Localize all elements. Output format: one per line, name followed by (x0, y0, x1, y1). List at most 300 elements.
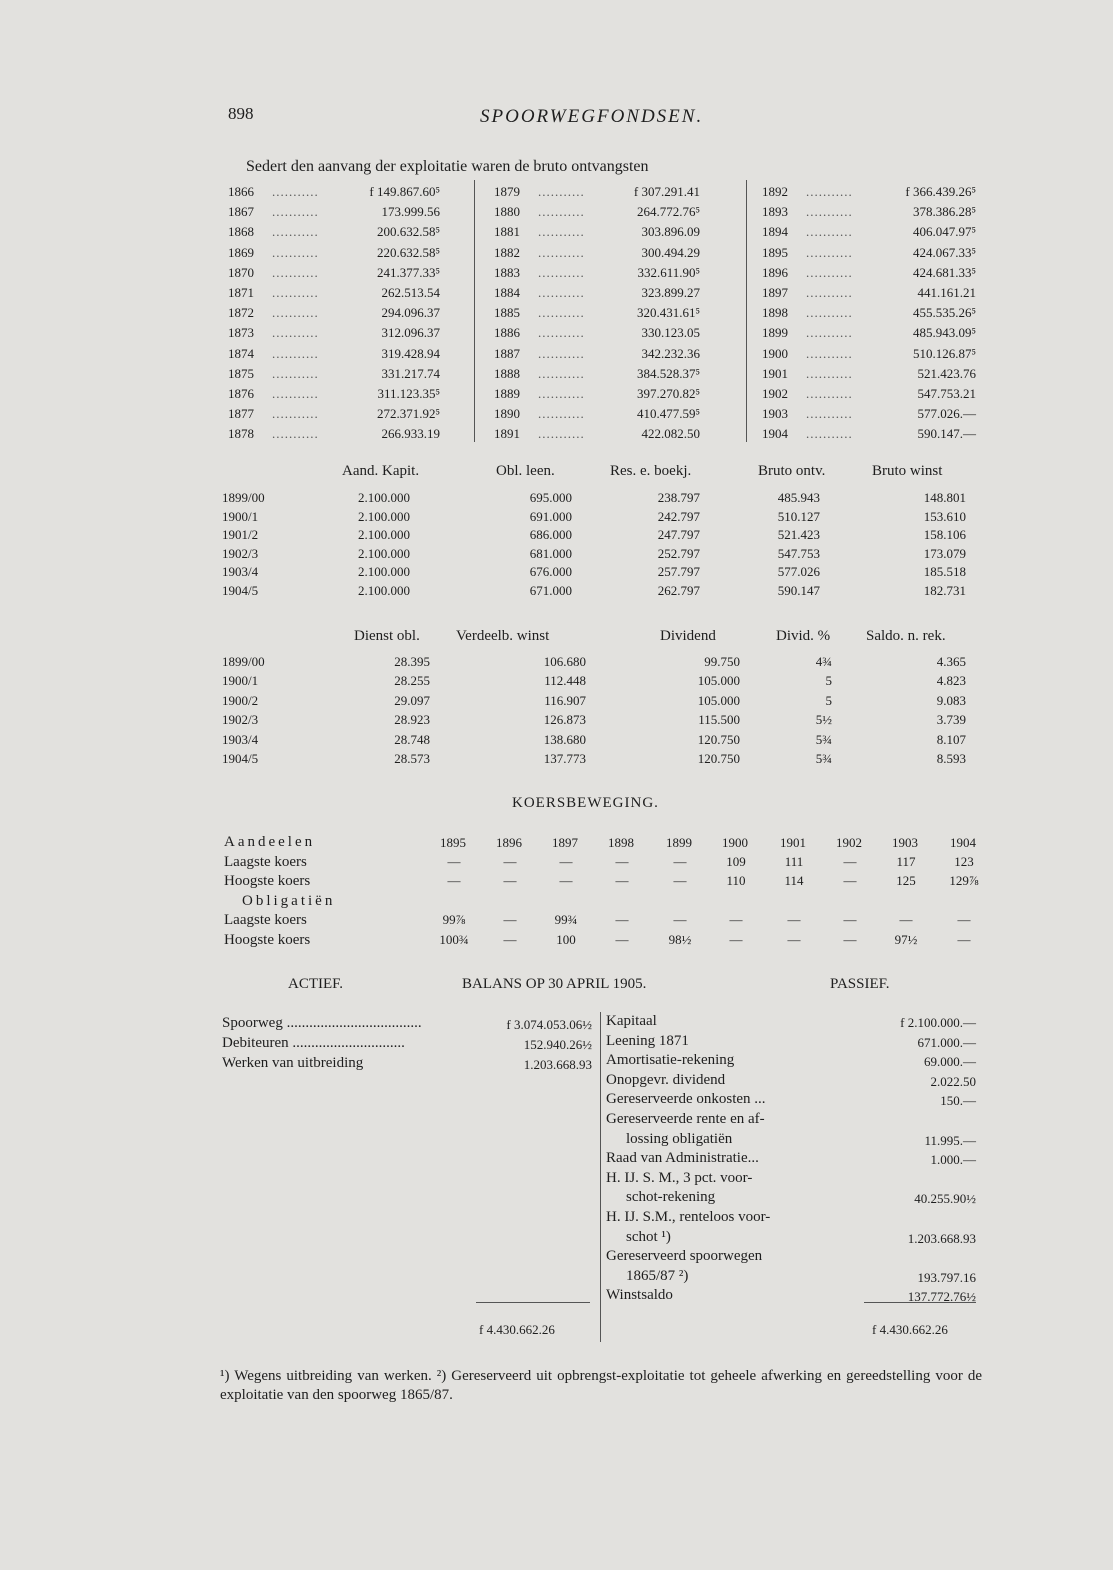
leader-dots: ........... (806, 305, 853, 321)
leader-dots: ........... (806, 426, 853, 442)
leader-dots: ........... (806, 325, 853, 341)
passief-value: 40.255.90½ (914, 1191, 976, 1207)
capital-cell: 2.100.000 (358, 564, 410, 580)
receipt-year: 1897 (762, 285, 788, 300)
receipt-year: 1889 (494, 386, 520, 401)
koers-cell: — (615, 932, 629, 947)
leader-dots: ........... (272, 305, 319, 321)
koers-year: 1896 (496, 835, 522, 850)
row-label: 1900/2 (222, 692, 259, 708)
column-divider (746, 180, 747, 442)
leader-dots: ........... (538, 365, 585, 381)
capital-cell: 695.000 (529, 490, 572, 505)
dividend-header: Dienst obl. (354, 628, 420, 644)
receipt-value: 384.528.37⁵ (636, 365, 700, 381)
koers-cell: — (899, 912, 913, 928)
dividend-cell: 106.680 (543, 654, 586, 669)
koers-cell: — (559, 853, 573, 869)
receipt-year: 1898 (762, 305, 788, 321)
dividend-cell: 8.593 (936, 751, 966, 766)
koers-cell: — (729, 932, 743, 947)
koers-row-label: Aandeelen (224, 834, 316, 850)
column-divider (474, 180, 475, 442)
row-label: 1902/3 (222, 712, 259, 728)
row-label: 1901/2 (222, 527, 259, 543)
passief-value: 69.000.— (924, 1054, 976, 1070)
receipt-value: 485.943.09⁵ (912, 325, 976, 341)
passief-label: H. IJ. S. M., 3 pct. voor- (606, 1169, 753, 1186)
koers-cell: — (957, 932, 971, 947)
koers-cell: — (615, 873, 629, 889)
dividend-cell: 115.500 (698, 712, 740, 728)
dividend-header: Dividend (660, 628, 716, 644)
leader-dots: ........... (538, 204, 585, 220)
leader-dots: ........... (538, 184, 585, 199)
capital-cell: 521.423 (777, 527, 820, 543)
koers-row-label: Laagste koers (224, 912, 307, 929)
receipt-value: 266.933.19 (381, 426, 440, 442)
capital-cell: 182.731 (923, 583, 966, 598)
actief-total-rule (476, 1302, 590, 1303)
leader-dots: ........... (272, 325, 319, 341)
capital-cell: 173.079 (923, 545, 966, 561)
receipt-value: 547.753.21 (917, 386, 976, 401)
passief-label: Raad van Administratie... (606, 1150, 759, 1167)
capital-cell: 158.106 (923, 527, 966, 543)
passief-label: Onopgevr. dividend (606, 1071, 726, 1088)
koers-cell: 100 (556, 932, 576, 947)
capital-cell: 242.797 (657, 508, 700, 524)
passief-label: H. IJ. S.M., renteloos voor- (606, 1209, 771, 1225)
actief-value: f 3.074.053.06½ (506, 1017, 592, 1032)
receipt-value: 264.772.76⁵ (636, 204, 700, 220)
koers-row-label: Obligatiën (242, 892, 336, 909)
dividend-cell: 28.748 (394, 731, 430, 747)
receipt-value: 319.428.94 (381, 345, 440, 361)
receipt-year: 1870 (228, 264, 254, 280)
receipt-year: 1893 (762, 204, 788, 220)
koers-cell: 117 (896, 853, 916, 869)
capital-cell: 2.100.000 (358, 508, 410, 524)
receipt-value: 378.386.28⁵ (912, 204, 976, 220)
receipt-value: 332.611.90⁵ (637, 264, 700, 280)
leader-dots: ........... (538, 264, 585, 280)
receipt-value: 303.896.09 (641, 224, 700, 240)
actief-label: Spoorweg .................................... (222, 1015, 422, 1031)
receipt-year: 1871 (228, 285, 254, 300)
receipt-value: 577.026.— (917, 406, 976, 422)
passief-value: 2.022.50 (930, 1073, 976, 1089)
dividend-cell: 5¾ (815, 731, 832, 747)
dividend-cell: 8.107 (936, 731, 966, 747)
leader-dots: ........... (272, 224, 319, 240)
receipt-value: 220.632.58⁵ (376, 244, 440, 260)
passief-label: 1865/87 ²) (626, 1267, 689, 1284)
koers-cell: — (787, 932, 801, 947)
receipt-year: 1902 (762, 386, 788, 401)
koers-cell: — (957, 912, 971, 928)
row-label: 1903/4 (222, 564, 259, 580)
koers-cell: — (503, 873, 517, 889)
capital-cell: 262.797 (657, 583, 700, 598)
receipt-value: 200.632.58⁵ (376, 224, 440, 240)
dividend-cell: 28.255 (394, 673, 430, 689)
dividend-cell: 28.923 (394, 712, 430, 728)
receipt-year: 1882 (494, 244, 520, 260)
receipt-year: 1868 (228, 224, 254, 240)
koers-row-label: Laagste koers (224, 853, 307, 870)
koers-cell: — (503, 932, 517, 947)
dividend-cell: 5¾ (815, 751, 832, 766)
koers-cell: — (615, 912, 629, 928)
leader-dots: ........... (806, 264, 853, 280)
receipt-year: 1878 (228, 426, 254, 442)
receipt-value: 521.423.76 (917, 365, 976, 381)
koers-cell: — (843, 912, 857, 928)
capital-header: Bruto ontv. (758, 463, 826, 479)
koers-year: 1895 (440, 835, 466, 850)
row-label: 1899/00 (222, 654, 265, 669)
koers-cell: — (503, 912, 517, 928)
leader-dots: ........... (272, 184, 319, 199)
row-label: 1903/4 (222, 731, 259, 747)
koers-cell: 109 (726, 853, 746, 869)
koers-cell: — (843, 853, 857, 869)
leader-dots: ........... (538, 244, 585, 260)
actief-total: f 4.430.662.26 (479, 1322, 555, 1337)
passief-label: Leening 1871 (606, 1032, 689, 1049)
capital-cell: 2.100.000 (358, 583, 410, 598)
leader-dots: ........... (806, 365, 853, 381)
page-title: SPOORWEGFONDSEN. (480, 106, 704, 127)
receipt-year: 1873 (228, 325, 254, 341)
receipt-value: 312.096.37 (381, 325, 440, 341)
dividend-header: Saldo. n. rek. (866, 628, 946, 644)
receipt-value: 311.123.35⁵ (377, 386, 440, 401)
passief-value: f 2.100.000.— (900, 1015, 976, 1030)
passief-label: schot ¹) (626, 1228, 671, 1245)
receipt-value: 455.535.26⁵ (912, 305, 976, 321)
passief-label: Kapitaal (606, 1013, 657, 1029)
passief-label: Gereserveerde rente en af- (606, 1111, 765, 1127)
koers-cell: 99⅞ (442, 912, 466, 928)
leader-dots: ........... (272, 386, 319, 401)
capital-cell: 257.797 (657, 564, 700, 580)
receipt-value: 590.147.— (917, 426, 976, 442)
passief-label: Winstsaldo (606, 1287, 673, 1304)
capital-cell: 148.801 (923, 490, 966, 505)
capital-cell: 590.147 (777, 583, 820, 598)
leader-dots: ........... (806, 345, 853, 361)
receipt-year: 1884 (494, 285, 520, 300)
koers-cell: 110 (726, 873, 746, 889)
receipt-year: 1899 (762, 325, 788, 341)
koers-cell: — (787, 912, 801, 928)
receipt-year: 1879 (494, 184, 520, 199)
passief-label: PASSIEF. (830, 976, 890, 992)
capital-cell: 577.026 (777, 564, 820, 580)
receipt-year: 1886 (494, 325, 520, 341)
passief-label: Gereserveerde onkosten ... (606, 1091, 766, 1108)
receipt-year: 1877 (228, 406, 254, 422)
receipt-year: 1867 (228, 204, 254, 220)
capital-cell: 252.797 (657, 545, 700, 561)
passief-value: 1.000.— (930, 1152, 976, 1168)
koers-cell: — (843, 873, 857, 889)
actief-value: 1.203.668.93 (523, 1056, 592, 1072)
leader-dots: ........... (538, 285, 585, 300)
leader-dots: ........... (272, 244, 319, 260)
koers-cell: — (729, 912, 743, 928)
koers-cell: — (673, 912, 687, 928)
receipt-year: 1880 (494, 204, 520, 220)
receipt-year: 1883 (494, 264, 520, 280)
leader-dots: ........... (272, 426, 319, 442)
receipt-year: 1901 (762, 365, 788, 381)
receipt-value: 320.431.61⁵ (636, 305, 700, 321)
koers-cell: 111 (784, 853, 804, 869)
receipt-value: 323.899.27 (641, 285, 700, 300)
leader-dots: ........... (806, 204, 853, 220)
capital-cell: 676.000 (529, 564, 572, 580)
receipt-value: 330.123.05 (641, 325, 700, 341)
receipt-value: 241.377.33⁵ (376, 264, 440, 280)
dividend-cell: 137.773 (543, 751, 586, 766)
receipt-year: 1890 (494, 406, 520, 422)
passief-total: f 4.430.662.26 (872, 1322, 948, 1337)
koers-year: 1901 (780, 835, 806, 850)
receipt-value: 441.161.21 (917, 285, 976, 300)
capital-cell: 681.000 (529, 545, 572, 561)
passief-total-rule (864, 1302, 976, 1303)
dividend-cell: 28.573 (394, 751, 430, 766)
receipt-year: 1903 (762, 406, 788, 422)
leader-dots: ........... (806, 244, 853, 260)
koers-cell: 129⅞ (949, 873, 979, 889)
capital-header: Res. e. boekj. (610, 463, 692, 479)
koers-cell: — (447, 853, 461, 869)
koers-year: 1899 (666, 835, 692, 850)
leader-dots: ........... (538, 406, 585, 422)
leader-dots: ........... (538, 325, 585, 341)
leader-dots: ........... (272, 264, 319, 280)
receipt-year: 1894 (762, 224, 788, 240)
leader-dots: ........... (272, 406, 319, 422)
capital-cell: 691.000 (529, 508, 572, 524)
koers-cell: 99¾ (554, 912, 578, 928)
koers-title: KOERSBEWEGING. (512, 795, 659, 811)
koers-cell: 100¾ (439, 932, 469, 947)
receipt-year: 1874 (228, 345, 254, 361)
dividend-cell: 3.739 (936, 712, 966, 728)
row-label: 1900/1 (222, 508, 259, 524)
dividend-cell: 9.083 (936, 692, 966, 708)
row-label: 1899/00 (222, 490, 265, 505)
koers-cell: 125 (896, 873, 916, 889)
koers-cell: — (673, 853, 687, 869)
dividend-cell: 5½ (815, 712, 832, 728)
koers-cell: — (843, 932, 857, 947)
capital-cell: 510.127 (777, 508, 820, 524)
receipt-year: 1881 (494, 224, 520, 240)
actief-label: Debiteuren .............................. (222, 1034, 405, 1051)
receipt-year: 1888 (494, 365, 520, 381)
row-label: 1904/5 (222, 751, 259, 766)
receipt-value: 173.999.56 (381, 204, 440, 220)
receipt-year: 1872 (228, 305, 254, 321)
leader-dots: ........... (272, 345, 319, 361)
receipt-value: 272.371.92⁵ (376, 406, 440, 422)
koers-row-label: Hoogste koers (224, 873, 311, 890)
capital-cell: 153.610 (923, 508, 966, 524)
leader-dots: ........... (806, 224, 853, 240)
dividend-cell: 120.750 (697, 751, 740, 766)
passief-label: schot-rekening (626, 1189, 716, 1206)
koers-cell: 114 (784, 873, 804, 889)
capital-header: Bruto winst (872, 463, 943, 479)
koers-year: 1898 (608, 835, 634, 850)
leader-dots: ........... (272, 285, 319, 300)
leader-dots: ........... (272, 204, 319, 220)
dividend-header: Verdeelb. winst (456, 628, 550, 644)
passief-label: Amortisatie-rekening (606, 1052, 735, 1069)
receipt-year: 1875 (228, 365, 254, 381)
dividend-cell: 105.000 (697, 673, 740, 689)
receipt-value: 331.217.74 (381, 365, 440, 381)
capital-cell: 247.797 (657, 527, 700, 543)
receipt-value: 422.082.50 (641, 426, 700, 442)
koers-row-label: Hoogste koers (224, 932, 311, 948)
receipt-value: 410.477.59⁵ (636, 406, 700, 422)
receipt-year: 1885 (494, 305, 520, 321)
receipt-year: 1900 (762, 345, 788, 361)
actief-value: 152.940.26½ (523, 1036, 592, 1052)
leader-dots: ........... (272, 365, 319, 381)
koers-year: 1900 (722, 835, 748, 850)
receipt-value: f 149.867.60⁵ (369, 184, 440, 199)
dividend-cell: 5 (825, 692, 832, 708)
capital-cell: 485.943 (777, 490, 820, 505)
capital-header: Obl. leen. (496, 463, 555, 479)
receipt-year: 1891 (494, 426, 520, 442)
footnote: ¹) Wegens uitbreiding van werken. ²) Gereserveerd uit opbrengst-exploitatie tot geheele afwerking en gereedstelling voor de exploitatie van den spoorweg 1865/87. (220, 1368, 982, 1403)
dividend-header: Divid. % (776, 628, 831, 644)
dividend-cell: 99.750 (704, 654, 740, 669)
koers-cell: 97½ (894, 932, 918, 947)
dividend-cell: 138.680 (543, 731, 586, 747)
capital-cell: 185.518 (923, 564, 966, 580)
balans-title: BALANS OP 30 APRIL 1905. (462, 976, 647, 992)
dividend-cell: 120.750 (697, 731, 740, 747)
leader-dots: ........... (538, 224, 585, 240)
dividend-cell: 4.823 (936, 673, 966, 689)
passief-value: 137.772.76½ (907, 1289, 976, 1305)
leader-dots: ........... (538, 345, 585, 361)
dividend-cell: 4¾ (815, 654, 832, 669)
passief-value: 1.203.668.93 (907, 1230, 976, 1246)
capital-cell: 671.000 (529, 583, 572, 598)
passief-value: 150.— (940, 1093, 976, 1109)
capital-cell: 2.100.000 (358, 545, 410, 561)
receipt-value: 262.513.54 (381, 285, 440, 300)
leader-dots: ........... (806, 285, 853, 300)
koers-cell: 98½ (668, 932, 692, 947)
koers-year: 1904 (950, 835, 976, 850)
receipt-value: f 307.291.41 (633, 184, 700, 199)
leader-dots: ........... (806, 406, 853, 422)
passief-label: Gereserveerd spoorwegen (606, 1248, 763, 1265)
koers-cell: — (615, 853, 629, 869)
dividend-cell: 4.365 (936, 654, 966, 669)
leader-dots: ........... (538, 386, 585, 401)
capital-header: Aand. Kapit. (342, 463, 420, 479)
passief-value: 11.995.— (924, 1132, 976, 1148)
row-label: 1902/3 (222, 545, 259, 561)
dividend-cell: 28.395 (394, 654, 430, 669)
receipt-value: 397.270.82⁵ (636, 386, 700, 401)
receipt-year: 1869 (228, 244, 254, 260)
passief-label: lossing obligatiën (626, 1130, 733, 1147)
receipt-year: 1866 (228, 184, 254, 199)
koers-year: 1902 (836, 835, 862, 850)
receipt-year: 1895 (762, 244, 788, 260)
receipt-value: 424.067.33⁵ (912, 244, 976, 260)
koers-year: 1903 (892, 835, 918, 850)
koers-cell: — (503, 853, 517, 869)
dividend-cell: 105.000 (697, 692, 740, 708)
dividend-cell: 29.097 (394, 692, 430, 708)
receipt-year: 1887 (494, 345, 520, 361)
receipt-value: f 366.439.26⁵ (905, 184, 976, 199)
balance-divider (600, 1012, 601, 1342)
receipt-year: 1892 (762, 184, 788, 199)
receipt-year: 1876 (228, 386, 254, 401)
koers-cell: — (559, 873, 573, 889)
dividend-cell: 126.873 (543, 712, 586, 728)
dividend-cell: 112.448 (544, 673, 586, 689)
receipt-value: 342.232.36 (641, 345, 700, 361)
page-number: 898 (228, 104, 254, 123)
leader-dots: ........... (806, 184, 853, 199)
koers-year: 1897 (552, 835, 578, 850)
receipt-value: 300.494.29 (641, 244, 700, 260)
passief-value: 193.797.16 (917, 1269, 976, 1285)
capital-cell: 547.753 (777, 545, 820, 561)
receipt-value: 406.047.97⁵ (912, 224, 976, 240)
capital-cell: 2.100.000 (358, 490, 410, 505)
koers-cell: 123 (954, 853, 974, 869)
capital-cell: 238.797 (657, 490, 700, 505)
intro-text: Sedert den aanvang der exploitatie waren de bruto ontvangsten (246, 158, 649, 175)
leader-dots: ........... (538, 426, 585, 442)
receipt-value: 424.681.33⁵ (912, 264, 976, 280)
actief-label: ACTIEF. (288, 976, 344, 992)
receipt-value: 294.096.37 (381, 305, 440, 321)
koers-cell: — (447, 873, 461, 889)
row-label: 1900/1 (222, 673, 259, 689)
passief-value: 671.000.— (917, 1034, 976, 1050)
receipt-year: 1896 (762, 264, 788, 280)
leader-dots: ........... (806, 386, 853, 401)
dividend-cell: 5 (825, 673, 832, 689)
row-label: 1904/5 (222, 583, 259, 598)
dividend-cell: 116.907 (544, 692, 586, 708)
receipt-year: 1904 (762, 426, 788, 442)
receipt-value: 510.126.87⁵ (912, 345, 976, 361)
capital-cell: 686.000 (529, 527, 572, 543)
leader-dots: ........... (538, 305, 585, 321)
capital-cell: 2.100.000 (358, 527, 410, 543)
